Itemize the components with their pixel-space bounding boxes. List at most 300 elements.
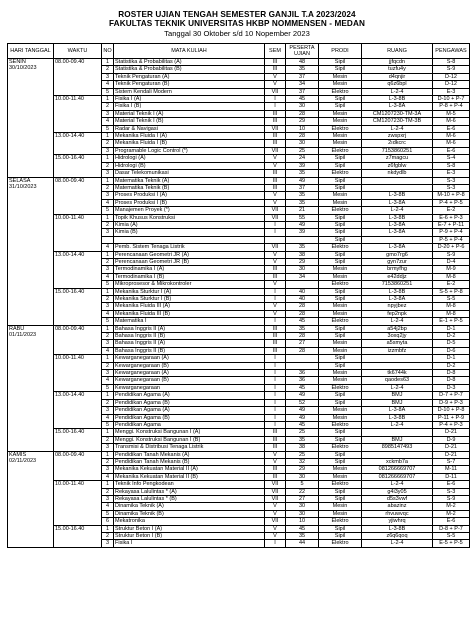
no-cell: 1	[102, 177, 114, 184]
course-cell: Dinamika Teknik (B)	[114, 510, 265, 517]
proctor-cell: D-8	[433, 370, 470, 377]
proctor-cell: E-5 + P-5	[433, 540, 470, 547]
sem-cell: III	[265, 436, 286, 443]
course-cell: Pendidikan Agama (A)	[114, 407, 265, 414]
participants-cell: 34	[286, 273, 319, 280]
participants-cell: 40	[286, 296, 319, 303]
program-cell: Elektro	[319, 147, 362, 154]
no-cell: 2	[102, 399, 114, 406]
room-cell: 3oxq2jy	[362, 333, 433, 340]
course-cell: Mekatronika	[114, 518, 265, 525]
room-cell: abazinz	[362, 503, 433, 510]
sem-cell: I	[265, 229, 286, 236]
no-cell: 3	[102, 170, 114, 177]
proctor-cell: D-5	[433, 340, 470, 347]
sem-cell: III	[265, 340, 286, 347]
participants-cell: 10	[286, 125, 319, 132]
sem-cell: VII	[265, 481, 286, 488]
room-cell: L-3-8A	[362, 229, 433, 236]
room-cell: tk6744k	[362, 370, 433, 377]
day-cell	[8, 325, 54, 451]
course-cell: Kewarganegaraan (B)	[114, 362, 265, 369]
participants-cell: 30	[286, 473, 319, 480]
program-cell: Mesin	[319, 140, 362, 147]
sem-cell: III	[265, 429, 286, 436]
time-cell: 08.00-09.40	[54, 325, 102, 355]
proctor-cell: M-11	[433, 466, 470, 473]
participants-cell: 35	[286, 192, 319, 199]
no-cell: 3	[102, 303, 114, 310]
no-cell: 1	[102, 214, 114, 221]
program-cell: Mesin	[319, 273, 362, 280]
sem-cell: III	[265, 266, 286, 273]
sem-cell: I	[265, 407, 286, 414]
room-cell: L-3-8B	[362, 192, 433, 199]
program-cell: Mesin	[319, 133, 362, 140]
program-cell: Sipil	[319, 333, 362, 340]
proctor-cell: P-4 + P-3	[433, 421, 470, 428]
day-name: RABU	[9, 325, 25, 332]
proctor-cell: S-5 + P-8	[433, 288, 470, 295]
course-cell: Rekayasa Lalulintas * (A)	[114, 488, 265, 495]
no-cell: 1	[102, 525, 114, 532]
col-header-proctor: PENGAWAS	[433, 44, 470, 59]
sem-cell: V	[265, 458, 286, 465]
program-cell: Sipil	[319, 495, 362, 502]
room-cell: d5s3vwf	[362, 495, 433, 502]
no-cell: 4	[102, 273, 114, 280]
day-date: 01/11/2023	[9, 332, 37, 339]
participants-cell: 37	[286, 184, 319, 191]
no-cell: 2	[102, 258, 114, 265]
room-cell: CM1207230-TM-3A	[362, 110, 433, 117]
sem-cell: VII	[265, 488, 286, 495]
proctor-cell: D-20 + P-6	[433, 244, 470, 251]
course-cell: Hidrologi (A)	[114, 155, 265, 162]
no-cell: 5	[102, 318, 114, 325]
no-cell: 4	[102, 347, 114, 354]
participants-cell: 27	[286, 340, 319, 347]
room-cell: L-2-4	[362, 125, 433, 132]
participants-cell	[286, 355, 319, 362]
table-row	[8, 355, 470, 362]
participants-cell: 40	[286, 288, 319, 295]
participants-cell: 25	[286, 451, 319, 458]
sem-cell: III	[265, 110, 286, 117]
no-cell: 3	[102, 266, 114, 273]
course-cell: Pendidikan Agama (A)	[114, 392, 265, 399]
room-cell: rhvuwvqc	[362, 510, 433, 517]
room-cell: 8985147493	[362, 444, 433, 451]
participants-cell: 5	[286, 481, 319, 488]
day-name: SELASA	[9, 177, 31, 184]
program-cell: Sipil	[319, 221, 362, 228]
participants-cell: 37	[286, 88, 319, 95]
day-date: 31/10/2023	[9, 183, 37, 190]
proctor-cell: S-5	[433, 296, 470, 303]
sem-cell	[265, 236, 286, 243]
table-row	[8, 525, 470, 532]
course-cell: Kewarganegaraan (B)	[114, 377, 265, 384]
room-cell: jjfqcdn	[362, 59, 433, 66]
room-cell: gyn7zur	[362, 258, 433, 265]
day-name: KAMIS	[9, 451, 27, 458]
room-cell: 081266669707	[362, 473, 433, 480]
program-cell: Elektro	[319, 125, 362, 132]
proctor-cell: M-2	[433, 503, 470, 510]
room-cell: L-3-8A	[362, 407, 433, 414]
no-cell: 1	[102, 96, 114, 103]
table-row	[8, 251, 470, 258]
proctor-cell: P-4 + P-5	[433, 199, 470, 206]
roster-body	[8, 59, 470, 548]
room-cell: yjiwhrq	[362, 518, 433, 525]
proctor-cell: M-6	[433, 133, 470, 140]
exam-roster-table	[7, 43, 470, 548]
sem-cell: III	[265, 466, 286, 473]
proctor-cell: D-4	[433, 258, 470, 265]
course-cell: Pendidikan Tanah Mekanis (A)	[114, 451, 265, 458]
course-cell: Bahasa Inggris II (A)	[114, 325, 265, 332]
course-cell: Proses Produksi I (B)	[114, 199, 265, 206]
room-cell: L-2-4	[362, 481, 433, 488]
participants-cell: 30	[286, 103, 319, 110]
program-cell: Mesin	[319, 118, 362, 125]
room-cell: L-3-8B	[362, 525, 433, 532]
no-cell: 1	[102, 325, 114, 332]
participants-cell: 55	[286, 214, 319, 221]
participants-cell: 10	[286, 518, 319, 525]
sem-cell: III	[265, 347, 286, 354]
proctor-cell: M-8	[433, 273, 470, 280]
course-cell: Teknik Pengaturan (A)	[114, 73, 265, 80]
course-cell: Fisika I	[114, 540, 265, 547]
table-row	[8, 481, 470, 488]
participants-cell: 45	[286, 525, 319, 532]
participants-cell	[286, 236, 319, 243]
program-cell: Sipil	[319, 399, 362, 406]
no-cell: 4	[102, 244, 114, 251]
proctor-cell: S-9	[433, 251, 470, 258]
sem-cell: VII	[265, 518, 286, 525]
col-header-sem: SEM	[265, 44, 286, 59]
program-cell: Sipil	[319, 488, 362, 495]
no-cell: 2	[102, 436, 114, 443]
participants-cell: 25	[286, 429, 319, 436]
proctor-cell: D-7 + P-7	[433, 392, 470, 399]
sem-cell: I	[265, 377, 286, 384]
no-cell: 5	[102, 88, 114, 95]
program-cell: Sipil	[319, 162, 362, 169]
sem-cell: I	[265, 318, 286, 325]
no-cell: 2	[102, 533, 114, 540]
program-cell: Mesin	[319, 303, 362, 310]
room-cell: xckmb7a	[362, 458, 433, 465]
room-cell	[362, 451, 433, 458]
no-cell: 1	[102, 251, 114, 258]
room-cell: L-3-8A	[362, 244, 433, 251]
proctor-cell: D-6	[433, 347, 470, 354]
room-cell: L-3-8A	[362, 199, 433, 206]
no-cell: 3	[102, 444, 114, 451]
no-cell: 2	[102, 296, 114, 303]
participants-cell: 48	[286, 59, 319, 66]
course-cell: Menggi. Konstruksi Bangunan I (B)	[114, 436, 265, 443]
program-cell: Sipil	[319, 436, 362, 443]
sem-cell: VII	[265, 125, 286, 132]
sem-cell: V	[265, 251, 286, 258]
no-cell: 4	[102, 473, 114, 480]
sem-cell: I	[265, 392, 286, 399]
sem-cell: I	[265, 288, 286, 295]
proctor-cell: M-6	[433, 118, 470, 125]
course-cell: Mekanika Sturktur I (B)	[114, 296, 265, 303]
room-cell: z7magcu	[362, 155, 433, 162]
participants-cell	[286, 281, 319, 288]
proctor-cell: E-6 + P-3	[433, 214, 470, 221]
room-cell: L-2-4	[362, 421, 433, 428]
col-header-participants: PESERTA UJIAN	[286, 44, 319, 59]
sem-cell: V	[265, 525, 286, 532]
room-cell	[362, 429, 433, 436]
col-header-room: RUANG	[362, 44, 433, 59]
room-cell: d4qnjir	[362, 73, 433, 80]
sem-cell: V	[265, 162, 286, 169]
program-cell: Sipil	[319, 96, 362, 103]
room-cell: L-3-8B	[362, 214, 433, 221]
program-cell: Mesin	[319, 73, 362, 80]
time-cell: 15.00-16.40	[54, 155, 102, 177]
no-cell: 1	[102, 429, 114, 436]
table-row	[8, 451, 470, 458]
proctor-cell: S-3	[433, 177, 470, 184]
course-cell: Perencanaan Geometri JR (A)	[114, 251, 265, 258]
sem-cell: III	[265, 273, 286, 280]
sem-cell: V	[265, 73, 286, 80]
room-cell: L-3-8A	[362, 221, 433, 228]
participants-cell: 29	[286, 118, 319, 125]
room-cell: e42ddjz	[362, 273, 433, 280]
program-cell: Sipil	[319, 392, 362, 399]
course-cell: Kewarganegaraan (A)	[114, 370, 265, 377]
room-cell: L-2-4	[362, 540, 433, 547]
proctor-cell: E-1 + P-5	[433, 318, 470, 325]
table-row	[8, 133, 470, 140]
participants-cell: 28	[286, 333, 319, 340]
table-header-row	[8, 44, 470, 59]
no-cell: 4	[102, 199, 114, 206]
no-cell: 2	[102, 488, 114, 495]
sem-cell: I	[265, 355, 286, 362]
room-cell	[362, 236, 433, 243]
no-cell	[102, 236, 114, 243]
participants-cell: 25	[286, 147, 319, 154]
program-cell: Sipil	[319, 325, 362, 332]
sem-cell: I	[265, 296, 286, 303]
sem-cell: VII	[265, 244, 286, 251]
sem-cell: VII	[265, 88, 286, 95]
room-cell: g4i3y05	[362, 488, 433, 495]
time-cell: 13.00-14.40	[54, 392, 102, 429]
sem-cell: V	[265, 310, 286, 317]
sem-cell: VII	[265, 495, 286, 502]
col-header-day: HARI TANGGAL	[8, 44, 54, 59]
no-cell: 3	[102, 192, 114, 199]
no-cell: 4	[102, 503, 114, 510]
proctor-cell: D-21	[433, 451, 470, 458]
course-cell: Termodinamika I (A)	[114, 266, 265, 273]
no-cell: 3	[102, 407, 114, 414]
no-cell: 4	[102, 81, 114, 88]
sem-cell: I	[265, 399, 286, 406]
course-cell: Statistika & Probabilitas (B)	[114, 66, 265, 73]
no-cell: 2	[102, 221, 114, 228]
room-cell: qaodes63	[362, 377, 433, 384]
no-cell: 2	[102, 458, 114, 465]
participants-cell	[286, 362, 319, 369]
sem-cell: III	[265, 140, 286, 147]
no-cell: 4	[102, 310, 114, 317]
sem-cell: III	[265, 170, 286, 177]
time-cell: 15.00-16.40	[54, 288, 102, 325]
course-cell: Struktur Beton I (B)	[114, 533, 265, 540]
col-header-no: NO	[102, 44, 114, 59]
course-cell: Mekanika Fluida III (A)	[114, 303, 265, 310]
proctor-cell: D-11	[433, 473, 470, 480]
sem-cell: I	[265, 414, 286, 421]
proctor-cell: S-8	[433, 162, 470, 169]
course-cell: Dinamika Teknik (A)	[114, 503, 265, 510]
sem-cell: III	[265, 133, 286, 140]
sem-cell: I	[265, 384, 286, 391]
program-cell: Elektro	[319, 481, 362, 488]
participants-cell: 44	[286, 540, 319, 547]
room-cell: izzmbfz	[362, 347, 433, 354]
participants-cell: 35	[286, 66, 319, 73]
course-cell: Mekanika Sturktur I (A)	[114, 288, 265, 295]
proctor-cell: D-9 + P-3	[433, 399, 470, 406]
time-cell: 10.00-11.40	[54, 96, 102, 133]
participants-cell: 49	[286, 177, 319, 184]
participants-cell: 30	[286, 140, 319, 147]
participants-cell: 24	[286, 155, 319, 162]
program-cell: Sipil	[319, 258, 362, 265]
no-cell: 1	[102, 288, 114, 295]
program-cell: Elektro	[319, 540, 362, 547]
program-cell: Mesin	[319, 310, 362, 317]
no-cell: 3	[102, 110, 114, 117]
no-cell: 1	[102, 133, 114, 140]
proctor-cell: S-5	[433, 533, 470, 540]
no-cell: 4	[102, 118, 114, 125]
no-cell: 1	[102, 392, 114, 399]
program-cell: Sipil	[319, 214, 362, 221]
proctor-cell: S-3	[433, 488, 470, 495]
sem-cell: III	[265, 184, 286, 191]
participants-cell: 45	[286, 96, 319, 103]
program-cell: Mesin	[319, 199, 362, 206]
day-name: SENIN	[9, 59, 26, 65]
no-cell: 5	[102, 421, 114, 428]
proctor-cell: M-8	[433, 310, 470, 317]
room-cell	[362, 184, 433, 191]
no-cell: 2	[102, 362, 114, 369]
participants-cell: 37	[286, 73, 319, 80]
course-cell: Kewarganegaraan (A)	[114, 355, 265, 362]
sem-cell: III	[265, 473, 286, 480]
course-cell: Teknik Pengaturan (B)	[114, 81, 265, 88]
col-header-time: WAKTU	[54, 44, 102, 59]
sem-cell: V	[265, 281, 286, 288]
no-cell: 3	[102, 340, 114, 347]
participants-cell: 38	[286, 444, 319, 451]
time-cell: 10.00-11.40	[54, 214, 102, 251]
course-cell	[114, 236, 265, 243]
program-cell: Sipil	[319, 184, 362, 191]
room-cell: zwspxrj	[362, 133, 433, 140]
room-cell: tuzfu4y	[362, 66, 433, 73]
proctor-cell: M-5	[433, 110, 470, 117]
program-cell: Elektro	[319, 384, 362, 391]
proctor-cell: D-10 + P-7	[433, 96, 470, 103]
proctor-cell: D-3	[433, 384, 470, 391]
sem-cell: V	[265, 451, 286, 458]
participants-cell: 30	[286, 503, 319, 510]
document-header	[0, 0, 474, 38]
course-cell: Bahasa Inggris II (B)	[114, 347, 265, 354]
sem-cell: III	[265, 444, 286, 451]
room-cell: gmo7rg6	[362, 251, 433, 258]
no-cell: 1	[102, 481, 114, 488]
sem-cell: V	[265, 503, 286, 510]
program-cell: Mesin	[319, 414, 362, 421]
participants-cell: 39	[286, 162, 319, 169]
sem-cell: VII	[265, 147, 286, 154]
participants-cell: 35	[286, 170, 319, 177]
no-cell: 2	[102, 333, 114, 340]
course-cell: Fisika I (A)	[114, 96, 265, 103]
proctor-cell: E-7 + P-11	[433, 221, 470, 228]
participants-cell: 30	[286, 510, 319, 517]
course-cell: Pemb. Sistem Tenaga Listrik	[114, 244, 265, 251]
program-cell: Mesin	[319, 266, 362, 273]
program-cell: Sipil	[319, 429, 362, 436]
program-cell: Sipil	[319, 525, 362, 532]
proctor-cell: E-6	[433, 518, 470, 525]
program-cell: Sipil	[319, 66, 362, 73]
course-cell: Fisika I (B)	[114, 103, 265, 110]
room-cell: BMJ	[362, 399, 433, 406]
proctor-cell: D-8 + P-7	[433, 525, 470, 532]
room-cell: q6z6bpl	[362, 81, 433, 88]
proctor-cell: M-10 + P-8	[433, 192, 470, 199]
participants-cell: 49	[286, 407, 319, 414]
no-cell: 1	[102, 155, 114, 162]
time-cell: 13.00-14.40	[54, 133, 102, 155]
proctor-cell: E-6	[433, 147, 470, 154]
program-cell: Mesin	[319, 110, 362, 117]
time-cell: 08.00-09.40	[54, 59, 102, 96]
proctor-cell: D-8	[433, 377, 470, 384]
program-cell: Elektro	[319, 444, 362, 451]
proctor-cell: M-9	[433, 266, 470, 273]
proctor-cell: M-8	[433, 303, 470, 310]
participants-cell: 39	[286, 229, 319, 236]
course-cell: Teknik Info Pengkodean	[114, 481, 265, 488]
proctor-cell: D-1	[433, 325, 470, 332]
room-cell: nkdydlb	[362, 170, 433, 177]
no-cell: 2	[102, 103, 114, 110]
